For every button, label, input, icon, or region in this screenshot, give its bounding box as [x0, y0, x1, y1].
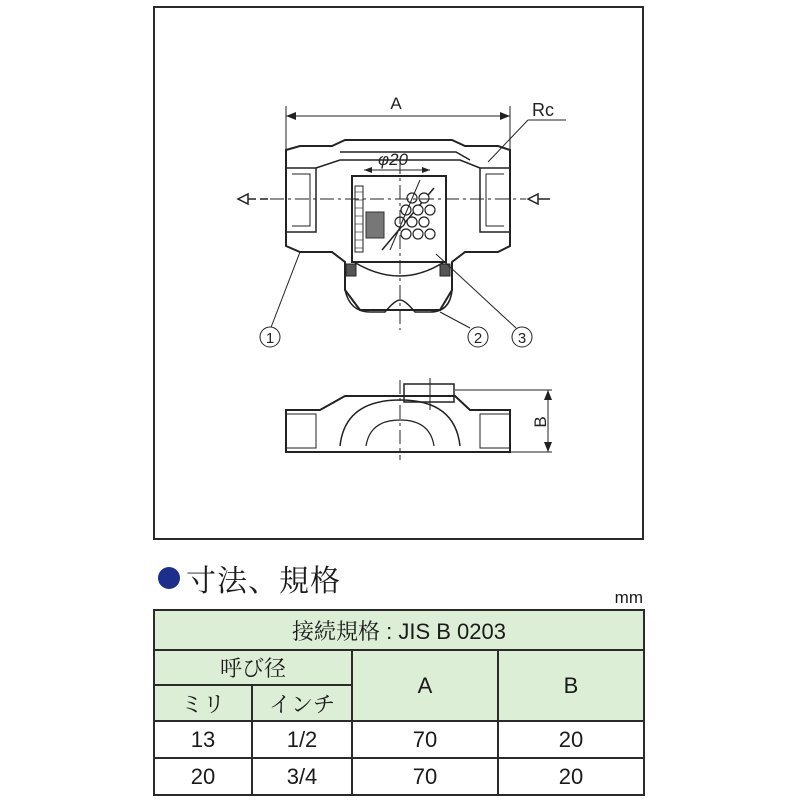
- section-heading: [158, 558, 341, 598]
- rc-leader: [488, 100, 566, 162]
- bullet-icon: [158, 567, 180, 589]
- callouts: [260, 252, 532, 347]
- col-b-header: B: [498, 650, 644, 721]
- cell-a: 70: [352, 758, 498, 795]
- dimension-b-label: B: [531, 416, 550, 428]
- callout-1: 1: [265, 330, 275, 347]
- nominal-size-header: 呼び径: [154, 650, 352, 685]
- mm-header: ミリ: [154, 685, 252, 721]
- cell-mm: 20: [154, 758, 252, 795]
- dimension-a: [286, 94, 510, 150]
- drawing-frame: [153, 6, 644, 540]
- standard-header: 接続規格 : JIS B 0203: [154, 610, 644, 650]
- cell-inch: 1/2: [252, 721, 352, 758]
- inch-header: インチ: [252, 685, 352, 721]
- cell-mm: 13: [154, 721, 252, 758]
- callout-3: 3: [517, 330, 527, 347]
- table-row: [154, 758, 644, 795]
- side-view: [286, 378, 552, 460]
- spec-table: [153, 609, 645, 796]
- center-lines: [270, 160, 526, 330]
- col-a-header: A: [352, 650, 498, 721]
- table-row: [154, 721, 644, 758]
- diameter-label: φ20: [378, 150, 408, 169]
- cell-b: 20: [498, 721, 644, 758]
- thread-label: Rc: [532, 100, 554, 120]
- cell-b: 20: [498, 758, 644, 795]
- section-title: 寸法、規格: [186, 564, 341, 599]
- dimension-a-label: A: [390, 94, 402, 113]
- cell-a: 70: [352, 721, 498, 758]
- unit-label: mm: [614, 588, 643, 607]
- cell-inch: 3/4: [252, 758, 352, 795]
- callout-2: 2: [473, 330, 483, 347]
